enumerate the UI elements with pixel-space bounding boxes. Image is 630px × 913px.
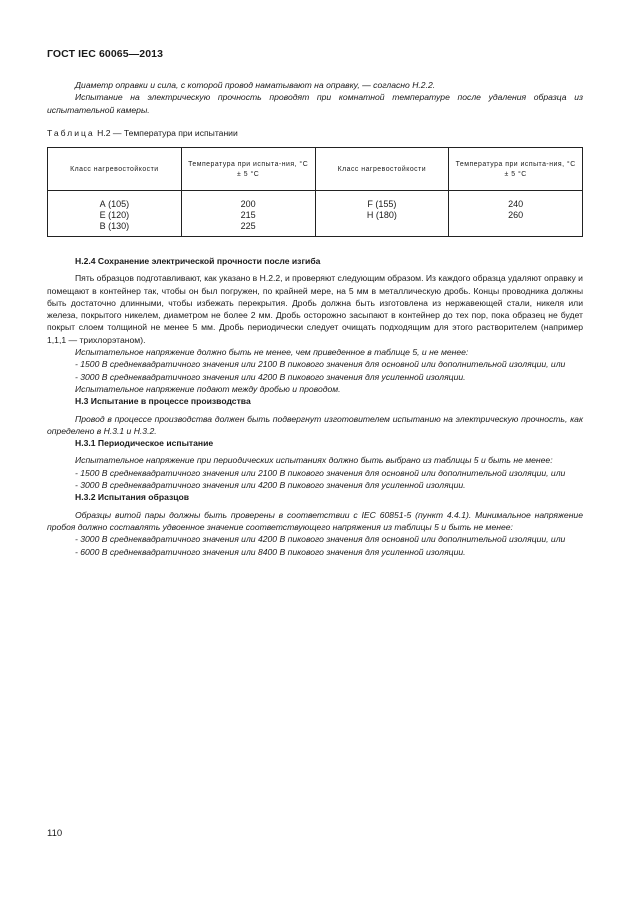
temp-value: 240: [508, 199, 524, 209]
temp-cell-2: [449, 191, 583, 237]
section-h24-item-1: - 1500 В среднеквадратичного значения или 2100 В пикового значения для основной или дополнительной изоляции, или: [75, 359, 566, 370]
temp-value: 200: [240, 199, 256, 209]
table-header-row: [48, 148, 583, 191]
section-h3-title: Н.3 Испытание в процессе производства: [75, 396, 251, 407]
intro-paragraph-1: Диаметр оправки и сила, с которой провод наматывают на оправку, — согласно Н.2.2.: [75, 80, 436, 90]
header-class-col-2: Класс нагревостойкости: [315, 148, 449, 191]
section-h24-voltage-intro: Испытательное напряжение должно быть не менее, чем приведенное в таблице 5, и не менее:: [75, 347, 469, 358]
class-value: F (155): [367, 199, 397, 209]
header-temp-col-2: Температура при испыта-ния, °С ± 5 °С: [449, 148, 583, 191]
section-h31-title: Н.3.1 Периодическое испытание: [75, 438, 214, 449]
table-caption-label: Таблица: [47, 128, 95, 138]
section-h3-body: Провод в процессе производства должен быть подвергнут изготовителем испытанию на электрическую прочность, как определено в Н.3.1 и Н.3.2.: [47, 413, 583, 436]
section-h24-note: Испытательное напряжение подают между дробью и проводом.: [75, 383, 341, 394]
section-h32-title: Н.3.2 Испытания образцов: [75, 492, 190, 503]
table-caption-text: Н.2 — Температура при испытании: [97, 128, 238, 138]
section-h32-body: Образцы витой пары должны быть проверены в соответствии с IEC 60851-5 (пункт 4.4.1). Минимальное напряжение пробоя должно составлять удвоенное значение соответствующего напряжения из таблицы 5 и быть не менее:: [47, 509, 583, 532]
section-h32-item-2: - 6000 В среднеквадратичного значения или 8400 В пикового значения для усиленной изоляции.: [75, 546, 466, 557]
temp-value: 260: [508, 210, 524, 221]
header-temp-col-1: Температура при испыта-ния, °С ± 5 °С: [181, 148, 315, 191]
section-h24-item-2: - 3000 В среднеквадратичного значения или 4200 В пикового значения для усиленной изоляции.: [75, 371, 466, 382]
document-header: ГОСТ IEC 60065—2013: [47, 48, 164, 60]
class-value: Е (120): [99, 210, 130, 221]
temperature-table: [47, 147, 583, 237]
intro-paragraph-2: Испытание на электрическую прочность проводят при комнатной температуре после удаления образца из испытательной камеры.: [47, 92, 583, 115]
temp-value: 215: [240, 210, 256, 221]
section-h31-body: Испытательное напряжение при периодических испытаниях должно быть выбрано из таблицы 5 и быть не менее:: [75, 455, 553, 466]
section-h31-item-2: - 3000 В среднеквадратичного значения или 4200 В пикового значения для усиленной изоляции.: [75, 480, 466, 491]
table-caption: [47, 128, 238, 138]
table-row: [48, 191, 583, 237]
class-cell-1: [48, 191, 182, 237]
sections-block: [47, 255, 583, 558]
section-h32-item-1: - 3000 В среднеквадратичного значения или 4200 В пикового значения для основной или дополнительной изоляции, или: [75, 534, 566, 545]
temp-value: 225: [240, 221, 256, 232]
temp-cell-1: [181, 191, 315, 237]
class-value: H (180): [366, 210, 397, 221]
intro-block: [47, 79, 583, 116]
page-number: 110: [47, 828, 63, 839]
class-value: А (105): [99, 199, 130, 209]
class-cell-2: [315, 191, 449, 237]
section-h31-item-1: - 1500 В среднеквадратичного значения или 2100 В пикового значения для основной или дополнительной изоляции, или: [75, 467, 566, 478]
section-h24-body: Пять образцов подготавливают, как указано в Н.2.2, и проверяют следующим образом. Из каждого образца удаляют оправку и помещают в контейнер так, чтобы он был погружен, по крайней мере, на 5 мм в металлическую дробь. Концы проводника должны быть достаточно длинными, чтобы избежать перекрытия. Дробь должна быть изготовлена из нержавеющей стали, никеля или железа, покрытого никелем, диаметром не более 2 мм. Дробь осторожно засыпают в контейнер до тех пор, пока образец не будет покрыт слоем толщиной не менее 5 мм. Дробь периодически следует очищать подходящим для этого растворителем (например 1,1,1 — трихлорэтаном).: [47, 273, 583, 345]
section-h24-title: H.2.4 Сохранение электрической прочности после изгиба: [75, 256, 321, 266]
class-value: В (130): [99, 221, 130, 232]
header-class-col-1: Класс нагревостойкости: [48, 148, 182, 191]
